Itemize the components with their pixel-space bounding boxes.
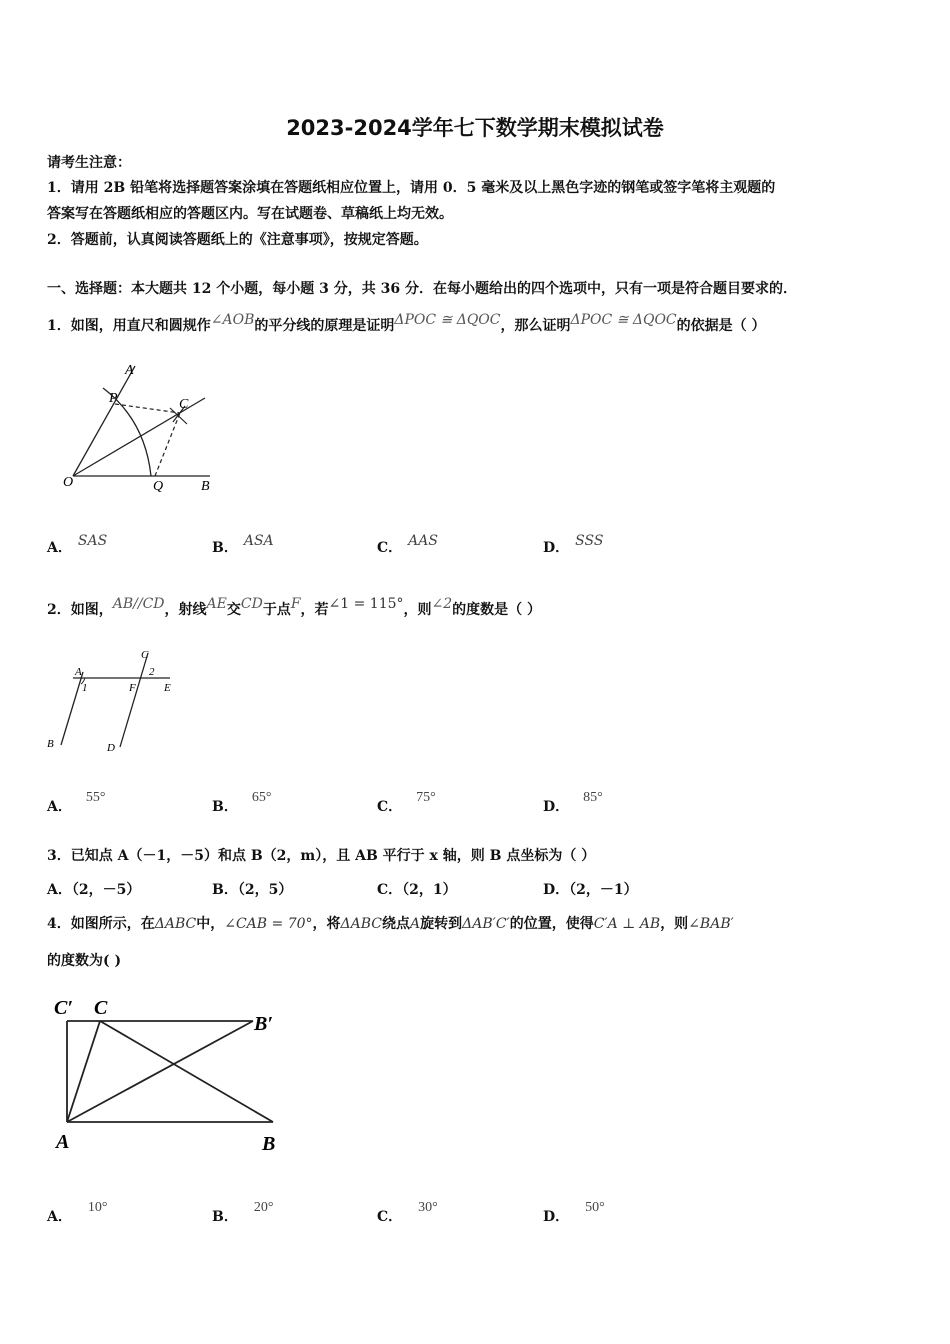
line-cd — [120, 653, 148, 747]
fig2-label-e: E — [164, 682, 171, 694]
q2-option-b[interactable]: B．65° — [212, 790, 272, 815]
q1-math-1: ∠AOB — [210, 312, 255, 328]
q3-option-b[interactable]: B．（2，5） — [212, 882, 293, 898]
q2-option-c[interactable]: C．75° — [377, 790, 436, 815]
q4-option-b[interactable]: B．20° — [212, 1200, 274, 1225]
q3-option-a[interactable]: A．（2，－5） — [47, 882, 141, 898]
fig1-label-o: O — [63, 475, 74, 490]
segment-cb — [100, 1021, 273, 1122]
q1-option-d[interactable]: D． SSS — [543, 533, 604, 556]
fig4-label-c-prime: C′ — [54, 997, 73, 1019]
notice-line-3: 2．答题前，认真阅读答题纸上的《注意事项》，按规定答题。 — [47, 232, 428, 248]
notice-heading: 请考生注意： — [47, 155, 131, 171]
notice-line-2: 答案写在答题纸相应的答题区内。写在试题卷、草稿纸上均无效。 — [47, 206, 453, 222]
fig2-label-f: F — [129, 682, 136, 694]
question-4-line-2: 的度数为( ) — [47, 953, 122, 969]
q1-text-4: 的依据是（ ） — [676, 318, 766, 334]
question-1 — [47, 312, 766, 335]
ray-oa — [73, 366, 135, 476]
q3-option-c[interactable]: C．（2，1） — [377, 882, 457, 898]
fig2-label-d: D — [107, 742, 115, 754]
q1-option-a[interactable]: A． SAS — [47, 533, 108, 556]
q2-option-d[interactable]: D．85° — [543, 790, 603, 815]
q1-text-2: 的平分线的原理是证明 — [254, 318, 395, 334]
q1-option-b[interactable]: B． ASA — [212, 533, 274, 556]
q1-math-2: ΔPOC ≅ ΔQOC — [394, 312, 501, 328]
line-ab — [61, 672, 83, 745]
q1-math-3: ΔPOC ≅ ΔQOC — [570, 312, 677, 328]
fig2-label-1: 1 — [82, 682, 88, 694]
question-4: 4．如图所示，在ΔABC中，∠CAB = 70°，将ΔABC绕点A旋转到ΔAB′C′的位置，使得C′A ⊥ AB，则∠BAB′ — [47, 916, 734, 932]
q1-figure — [55, 360, 225, 500]
fig1-label-b: B — [201, 479, 210, 494]
fig2-label-a: A — [75, 666, 82, 678]
fig2-label-b: B — [47, 738, 54, 750]
question-3: 3．已知点 A（－1，－5）和点 B（2，m），且 AB 平行于 x 轴，则 B 点坐标为（ ） — [47, 848, 596, 864]
fig4-label-c: C — [94, 997, 108, 1019]
section-heading: 一、选择题：本大题共 12 个小题，每小题 3 分，共 36 分．在每小题给出的四个选项中，只有一项是符合题目要求的． — [47, 281, 797, 297]
q4-option-d[interactable]: D．50° — [543, 1200, 605, 1225]
q2-option-a[interactable]: A．55° — [47, 790, 106, 815]
fig4-label-b: B — [262, 1133, 276, 1155]
q2-figure — [45, 645, 185, 760]
q4-figure — [50, 990, 290, 1155]
fig1-label-c: C — [179, 397, 189, 412]
q1-text-1: 1．如图，用直尺和圆规作 — [47, 318, 211, 334]
fig2-label-c: C — [141, 649, 149, 661]
fig1-label-q: Q — [153, 479, 164, 494]
fig4-label-b-prime: B′ — [254, 1013, 273, 1035]
segment-qc — [155, 413, 180, 476]
fig4-label-a: A — [56, 1131, 70, 1153]
q4-option-c[interactable]: C．30° — [377, 1200, 438, 1225]
fig1-label-a: A — [125, 363, 134, 378]
fig1-label-p: P — [109, 391, 118, 406]
fig2-label-2: 2 — [149, 666, 155, 678]
question-2: 2．如图，AB//CD，射线AE交CD于点F，若∠1 = 115°，则∠2的度数是（ ） — [47, 596, 542, 618]
q1-text-3: ，那么证明 — [500, 318, 571, 334]
notice-line-1: 1．请用 2B 铅笔将选择题答案涂填在答题纸相应位置上，请用 0．5 毫米及以上黑色字迹的钢笔或签字笔将主观题的 — [47, 180, 776, 196]
q3-option-d[interactable]: D．（2，－1） — [543, 882, 638, 898]
page-title: 2023-2024学年七下数学期末模拟试卷 — [286, 116, 664, 140]
q4-option-a[interactable]: A．10° — [47, 1200, 108, 1225]
q1-option-c[interactable]: C． AAS — [377, 533, 438, 556]
